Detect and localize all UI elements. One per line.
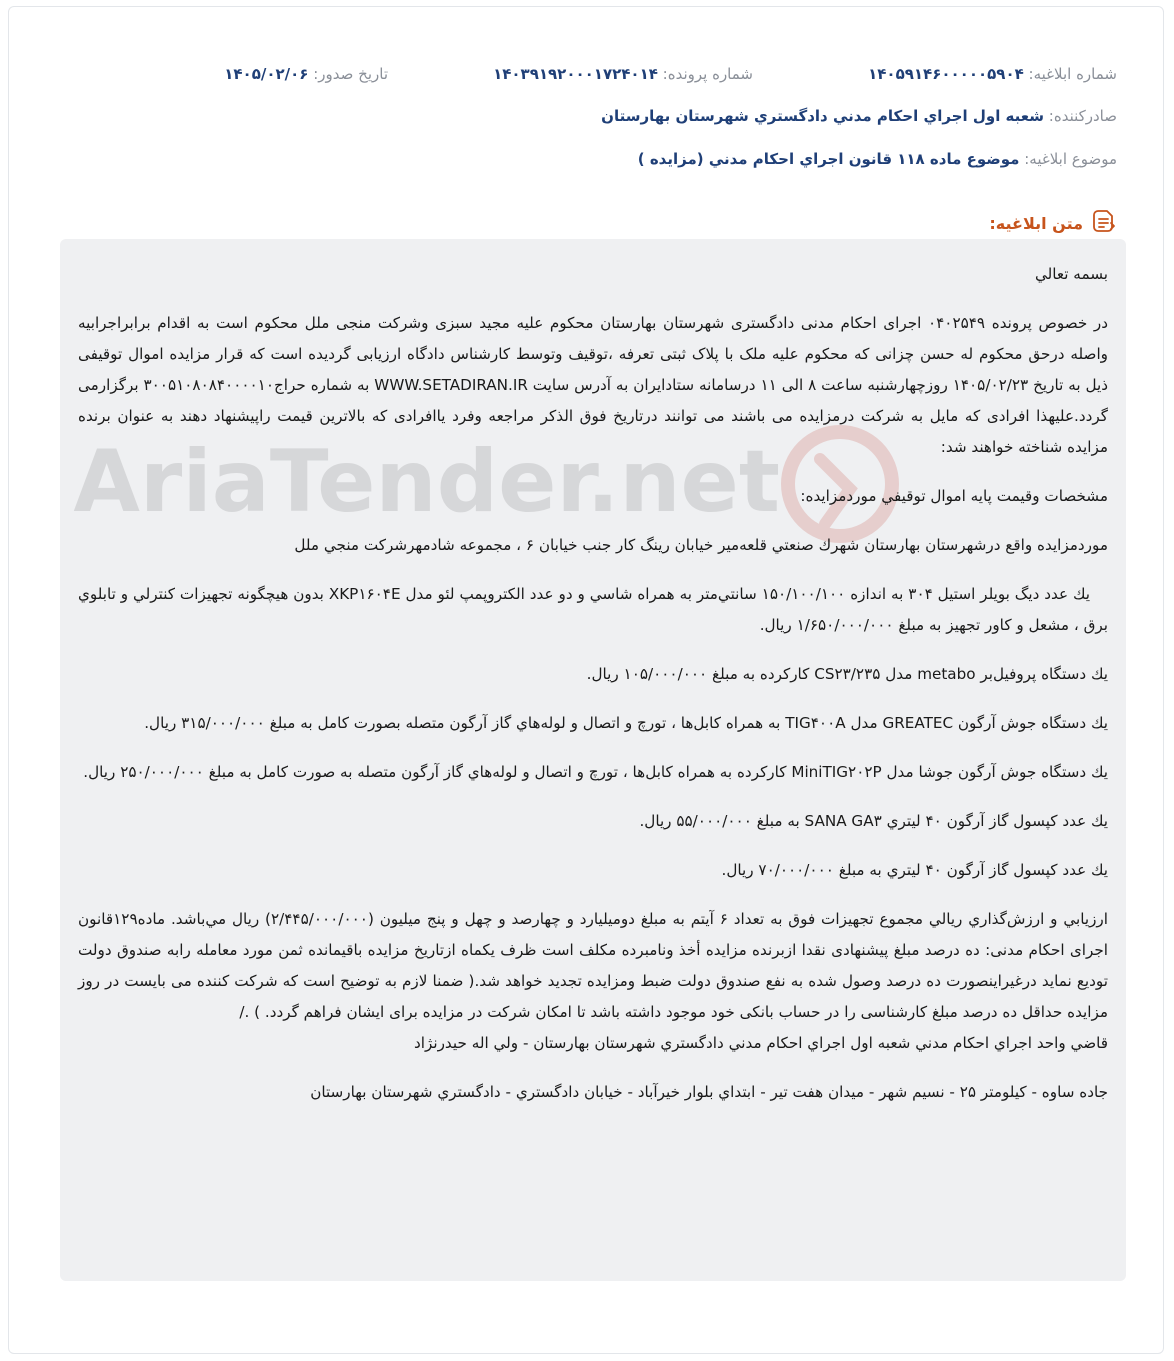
item-argon-welder-josha: يك دستگاه جوش آرگون جوشا مدل MiniTIG۲۰۲P كاركرده به همراه كابل‌ها ، تورچ و اتصال و لوله‌هاي گاز آرگون متصله به صورت كامل به مبلغ ۲۵۰/۰۰۰/۰۰۰ ريال. <box>83 763 1108 781</box>
notice-subject-value: موضوع ماده ۱۱۸ قانون اجراي احكام مدني (مزايده ) <box>637 150 1020 168</box>
item-boiler: يك عدد ديگ بويلر استيل ۳۰۴ به اندازه ۱۵۰/۱۰۰/۱۰۰ سانتي‌متر به همراه شاسي و دو عدد الكتروپمپ لئو مدل XKP۱۶۰۴E بدون هيچگونه تجهيزات كنترلي و تابلوي برق ، مشعل و كاور تجهيز به مبلغ ۱/۶۵۰/۰۰۰/۰۰۰ ريال. <box>78 585 1108 634</box>
item-profile-cutter: يك دستگاه پروفيل‌بر metabo مدل CS۲۳/۲۳۵ كاركرده به مبلغ ۱۰۵/۰۰۰/۰۰۰ ريال. <box>586 665 1108 683</box>
paragraph-intro: در خصوص پرونده ۰۴۰۲۵۴۹ اجرای احکام مدنی دادگستری شهرستان بهارستان محکوم علیه مجید سبزی وشرکت منجی ملل محکوم است به اقدام برابراجرابیه واصله درحق محکوم له حسن چزانی که محکوم علیه ملک با پلاک ثبتی تعرفه ،توقیف وتوسط کارشناس دادگاه ارزیابی گردیده است که قرار مزایده اموال توقیفی ذیل به تاریخ ۱۴۰۵/۰۲/۲۳ روزچهارشنبه ساعت ۸ الی ۱۱ درسامانه ستادایران به آدرس سایت WWW.SETADIRAN.IR به شماره حراج۳۰۰۵۱۰۸۰۸۴۰۰۰۰۱۰ برگزارمی گردد.علیهذا افرادی که مایل به شرکت درمزایده می باشند می توانند درتاریخ فوق الذکر مراجعه وفرد یاافرادی که بالاترین قیمت راپیشنهاد دهند به عنوان برنده مزایده شناخته خواهند شد: <box>78 314 1108 456</box>
issuer: صادرکننده: شعبه اول اجراي احکام مدني دادگستري شهرستان بهارستان <box>601 107 1117 125</box>
issue-date: تاريخ صدور: ۱۴۰۵/۰۲/۰۶ <box>224 65 388 83</box>
court-address: جاده ساوه - كيلومتر ۲۵ - نسيم شهر - ميدان هفت تير - ابتداي بلوار خيرآباد - خيابان دادگستري - دادگستري شهرستان بهارستان <box>310 1083 1108 1101</box>
notice-text-heading-label: متن ابلاغيه: <box>989 213 1083 233</box>
item-argon-welder-greatec: يك دستگاه جوش آرگون GREATEC مدل TIG۴۰۰A به همراه كابل‌ها ، تورچ و اتصال و لوله‌هاي گاز آرگون متصله بصورت كامل به مبلغ ۳۱۵/۰۰۰/۰۰۰ ريال. <box>144 714 1108 732</box>
judge-signature: قاضي واحد اجراي احكام مدني شعبه اول اجراي احکام مدني دادگستري شهرستان بهارستان - ولي اله حيدرنژاد <box>414 1034 1108 1052</box>
issuer-value: شعبه اول اجراي احکام مدني دادگستري شهرستان بهارستان <box>601 107 1044 125</box>
item-argon-capsule: يك عدد كپسول گاز آرگون ۴۰ ليتري به مبلغ ۷۰/۰۰۰/۰۰۰ ريال. <box>721 861 1108 879</box>
case-number-value: ۱۴۰۳۹۱۹۲۰۰۰۱۷۲۴۰۱۴ <box>493 65 658 83</box>
case-number: شماره پرونده: ۱۴۰۳۹۱۹۲۰۰۰۱۷۲۴۰۱۴ <box>493 65 753 83</box>
paragraph-valuation: ارزيابي و ارزش‌گذاري ريالي مجموع تجهيزات فوق به تعداد ۶ آيتم به مبلغ دوميليارد و چهارصد و چهل و پنج ميليون (۲/۴۴۵/۰۰۰/۰۰۰) ريال مي‌باشد. ماده۱۲۹قانون اجرای احکام مدنی: ده درصد مبلغ پیشنهادی نقدا ازبرنده مزایده أخذ ونامبرده مکلف است ظرف یکماه ازتاریخ مزایده باقیمانده ثمن مورد معامله رابه صندوق دولت تودیع نماید درغیراینصورت ده درصد وصول شده به نفع صندوق دولت ضبط ومزایده تجدید خواهد شد.( ضمنا لازم به توضیح است که شرکت کننده می بایست در روز مزایده حداقل ده درصد مبلغ کارشناسی را در حساب بانکی خود موجود داشته باشد تا امکان شرکت در مزایده برای ایشان فراهم گردد. ) ./ <box>78 910 1108 1021</box>
greeting: بسمه تعالي <box>1035 265 1108 283</box>
watermark-text: AriaTender.net <box>73 432 780 532</box>
item-argon-capsule-sana: يك عدد كپسول گاز آرگون ۴۰ ليتري SANA GA۳ به مبلغ ۵۵/۰۰۰/۰۰۰ ريال. <box>639 812 1108 830</box>
issue-date-value: ۱۴۰۵/۰۲/۰۶ <box>224 65 309 83</box>
paragraph-location: موردمزايده واقع درشهرستان بهارستان شهرك صنعتي قلعه‌مير خيابان رينگ كار جنب خيابان ۶ ، مجموعه شادمهرشركت منجي ملل <box>294 536 1108 554</box>
notice-number: شماره ابلاغيه: ۱۴۰۵۹۱۴۶۰۰۰۰۰۵۹۰۴ <box>868 65 1117 83</box>
document-text-icon <box>1091 208 1117 238</box>
notice-body <box>60 239 1126 1281</box>
notice-subject: موضوع ابلاغيه: موضوع ماده ۱۱۸ قانون اجراي احكام مدني (مزايده ) <box>637 150 1117 168</box>
paragraph-specs-heading: مشخصات وقيمت پايه اموال توقيفي موردمزايده: <box>800 487 1108 505</box>
notice-text-heading <box>989 208 1117 238</box>
notice-number-value: ۱۴۰۵۹۱۴۶۰۰۰۰۰۵۹۰۴ <box>868 65 1024 83</box>
